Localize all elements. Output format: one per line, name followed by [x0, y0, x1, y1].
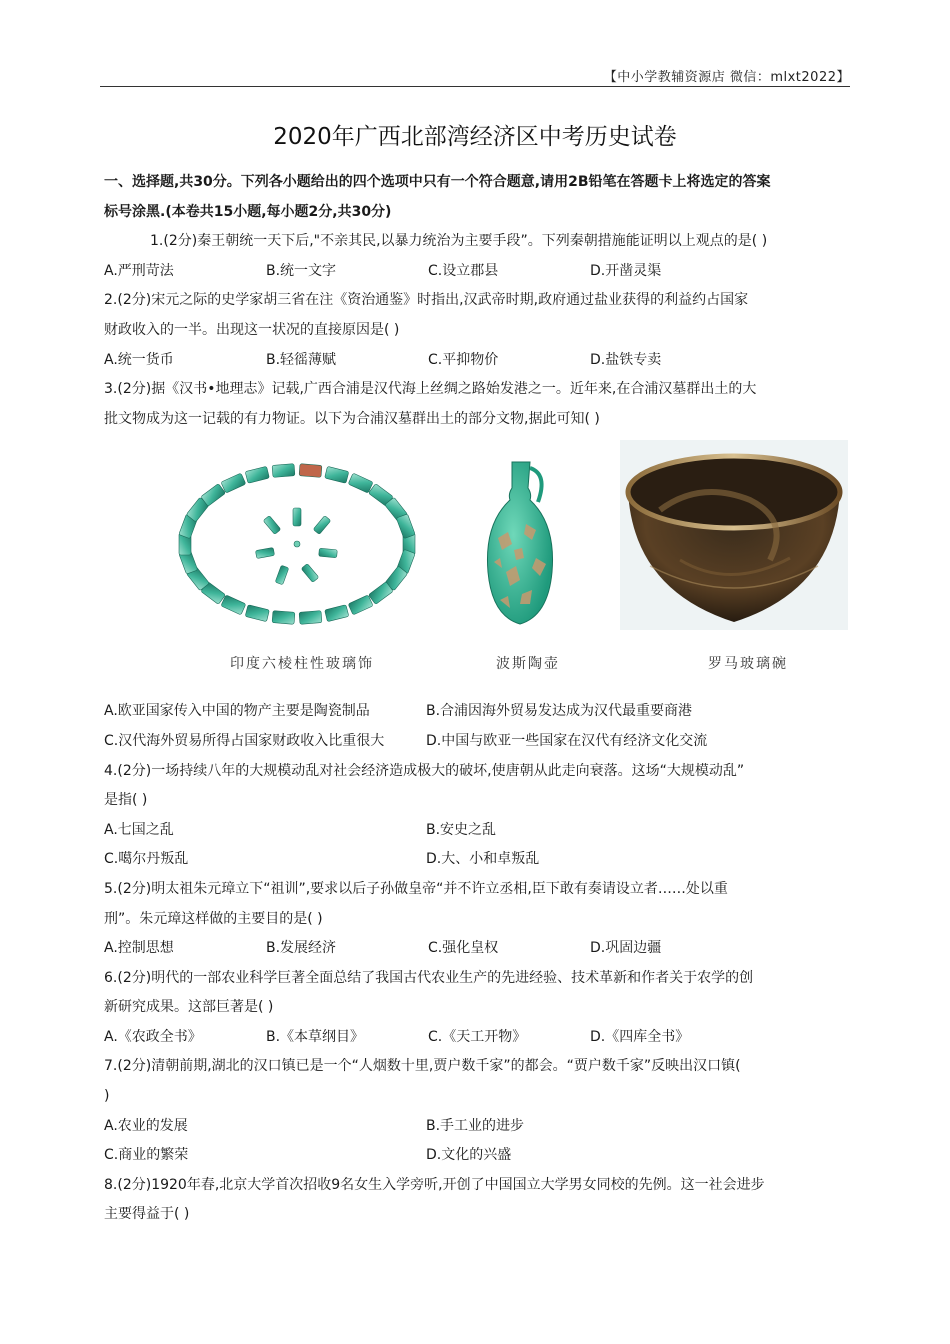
- option: D.文化的兴盛: [426, 1147, 512, 1164]
- option: C.《天工开物》: [428, 1028, 527, 1045]
- options-2: [104, 346, 854, 376]
- option: A.七国之乱: [104, 821, 174, 838]
- glass-bead: [396, 514, 415, 539]
- glass-bead: [245, 467, 269, 484]
- options-3a: [104, 697, 854, 727]
- options-4a: [104, 816, 854, 846]
- caption-vase: 波斯陶壶: [496, 656, 560, 673]
- roman-glass-bowl-image: [620, 440, 848, 630]
- glass-bead: [299, 611, 322, 625]
- options-1: [104, 257, 854, 287]
- option: C.商业的繁荣: [104, 1147, 189, 1164]
- glass-bead: [245, 605, 269, 622]
- option: B.安史之乱: [426, 821, 497, 838]
- glass-bead: [325, 467, 349, 484]
- caption-bowl: 罗马玻璃碗: [708, 656, 788, 673]
- option: B.轻徭薄赋: [266, 351, 337, 368]
- options-5: [104, 934, 854, 964]
- header-note: 【中小学教辅资源店 微信：mlxt2022】: [603, 70, 850, 85]
- option: B.发展经济: [266, 940, 337, 957]
- glass-bead: [299, 464, 322, 478]
- option: C.噶尔丹叛乱: [104, 851, 189, 868]
- glass-bead: [221, 473, 246, 493]
- option: C.强化皇权: [428, 940, 499, 957]
- question-5: 5.(2分)明太祖朱元璋立下“祖训”,要求以后子孙做皇帝“并不许立丞相,臣下敢有奏请设立者……处以重 刑”。朱元璋这样做的主要目的是( ): [104, 880, 728, 927]
- glass-beads-image: [166, 444, 436, 634]
- option: D.巩固边疆: [590, 940, 662, 957]
- option: B.合浦因海外贸易发达成为汉代最重要商港: [426, 703, 693, 720]
- option: C.平抑物价: [428, 351, 499, 368]
- caption-beads: 印度六棱柱性玻璃饰: [230, 656, 374, 673]
- glass-bead: [325, 605, 349, 622]
- option: B.统一文字: [266, 262, 337, 279]
- glass-bead: [272, 464, 295, 478]
- option: A.控制思想: [104, 940, 174, 957]
- option: C.设立郡县: [428, 262, 499, 279]
- option: A.严刑苛法: [104, 262, 174, 279]
- question-4: 4.(2分)一场持续八年的大规模动乱对社会经济造成极大的破坏,使唐朝从此走向衰落。这场“大规模动乱” 是指( ): [104, 762, 745, 809]
- section-instruction: 一、选择题,共30分。下列各小题给出的四个选项中只有一个符合题意,请用2B铅笔在答题卡上将选定的答案 标号涂黑.(本卷共15小题,每小题2分,共30分): [104, 174, 771, 220]
- option: A.农业的发展: [104, 1117, 188, 1134]
- option: D.开凿灵渠: [590, 262, 662, 279]
- question-3: 3.(2分)据《汉书•地理志》记载,广西合浦是汉代海上丝绸之路始发港之一。近年来,在合浦汉墓群出土的大 批文物成为这一记载的有力物证。以下为合浦汉墓群出土的部分文物,据此可知( ): [104, 381, 757, 427]
- option: D.《四库全书》: [590, 1028, 690, 1045]
- options-7a: [104, 1112, 854, 1142]
- option: D.大、小和卓叛乱: [426, 851, 540, 868]
- option: A.统一货币: [104, 351, 174, 368]
- question-7: 7.(2分)清朝前期,湖北的汉口镇已是一个“人烟数十里,贾户数千家”的都会。“贾户数千家”反映出汉口镇( ): [104, 1058, 741, 1105]
- options-6: [104, 1023, 854, 1053]
- option: B.手工业的进步: [426, 1117, 525, 1134]
- exam-body: [104, 168, 854, 1230]
- options-7b: [104, 1141, 854, 1171]
- page-title: 2020年广西北部湾经济区中考历史试卷: [273, 124, 677, 150]
- question-2: 2.(2分)宋元之际的史学家胡三省在注《资治通鉴》时指出,汉武帝时期,政府通过盐业获得的利益约占国家 财政收入的一半。出现这一状况的直接原因是( ): [104, 292, 749, 338]
- glass-bead: [348, 473, 373, 493]
- question-8: 8.(2分)1920年春,北京大学首次招收9名女生入学旁听,开创了中国国立大学男女同校的先例。这一社会进步 主要得益于( ): [104, 1176, 765, 1223]
- options-3b: [104, 727, 854, 757]
- option: A.欧亚国家传入中国的物产主要是陶瓷制品: [104, 703, 370, 720]
- option: A.《农政全书》: [104, 1028, 202, 1045]
- option: C.汉代海外贸易所得占国家财政收入比重很大: [104, 732, 385, 749]
- option: D.中国与欧亚一些国家在汉代有经济文化交流: [426, 732, 708, 749]
- question-6: 6.(2分)明代的一部农业科学巨著全面总结了我国古代农业生产的先进经验、技术革新和作者关于农学的创 新研究成果。这部巨著是( ): [104, 969, 754, 1016]
- question-1: 1.(2分)秦王朝统一天下后,"不亲其民,以暴力统治为主要手段”。下列秦朝措施能证明以上观点的是( ): [150, 233, 768, 250]
- header-divider: [100, 86, 850, 87]
- glass-bead: [348, 595, 373, 615]
- options-4b: [104, 845, 854, 875]
- persian-pottery-vase-image: [476, 454, 564, 634]
- option: D.盐铁专卖: [590, 351, 662, 368]
- glass-bead: [221, 595, 246, 615]
- option: B.《本草纲目》: [266, 1028, 365, 1045]
- glass-bead: [272, 611, 295, 625]
- artifact-figures: [104, 440, 854, 695]
